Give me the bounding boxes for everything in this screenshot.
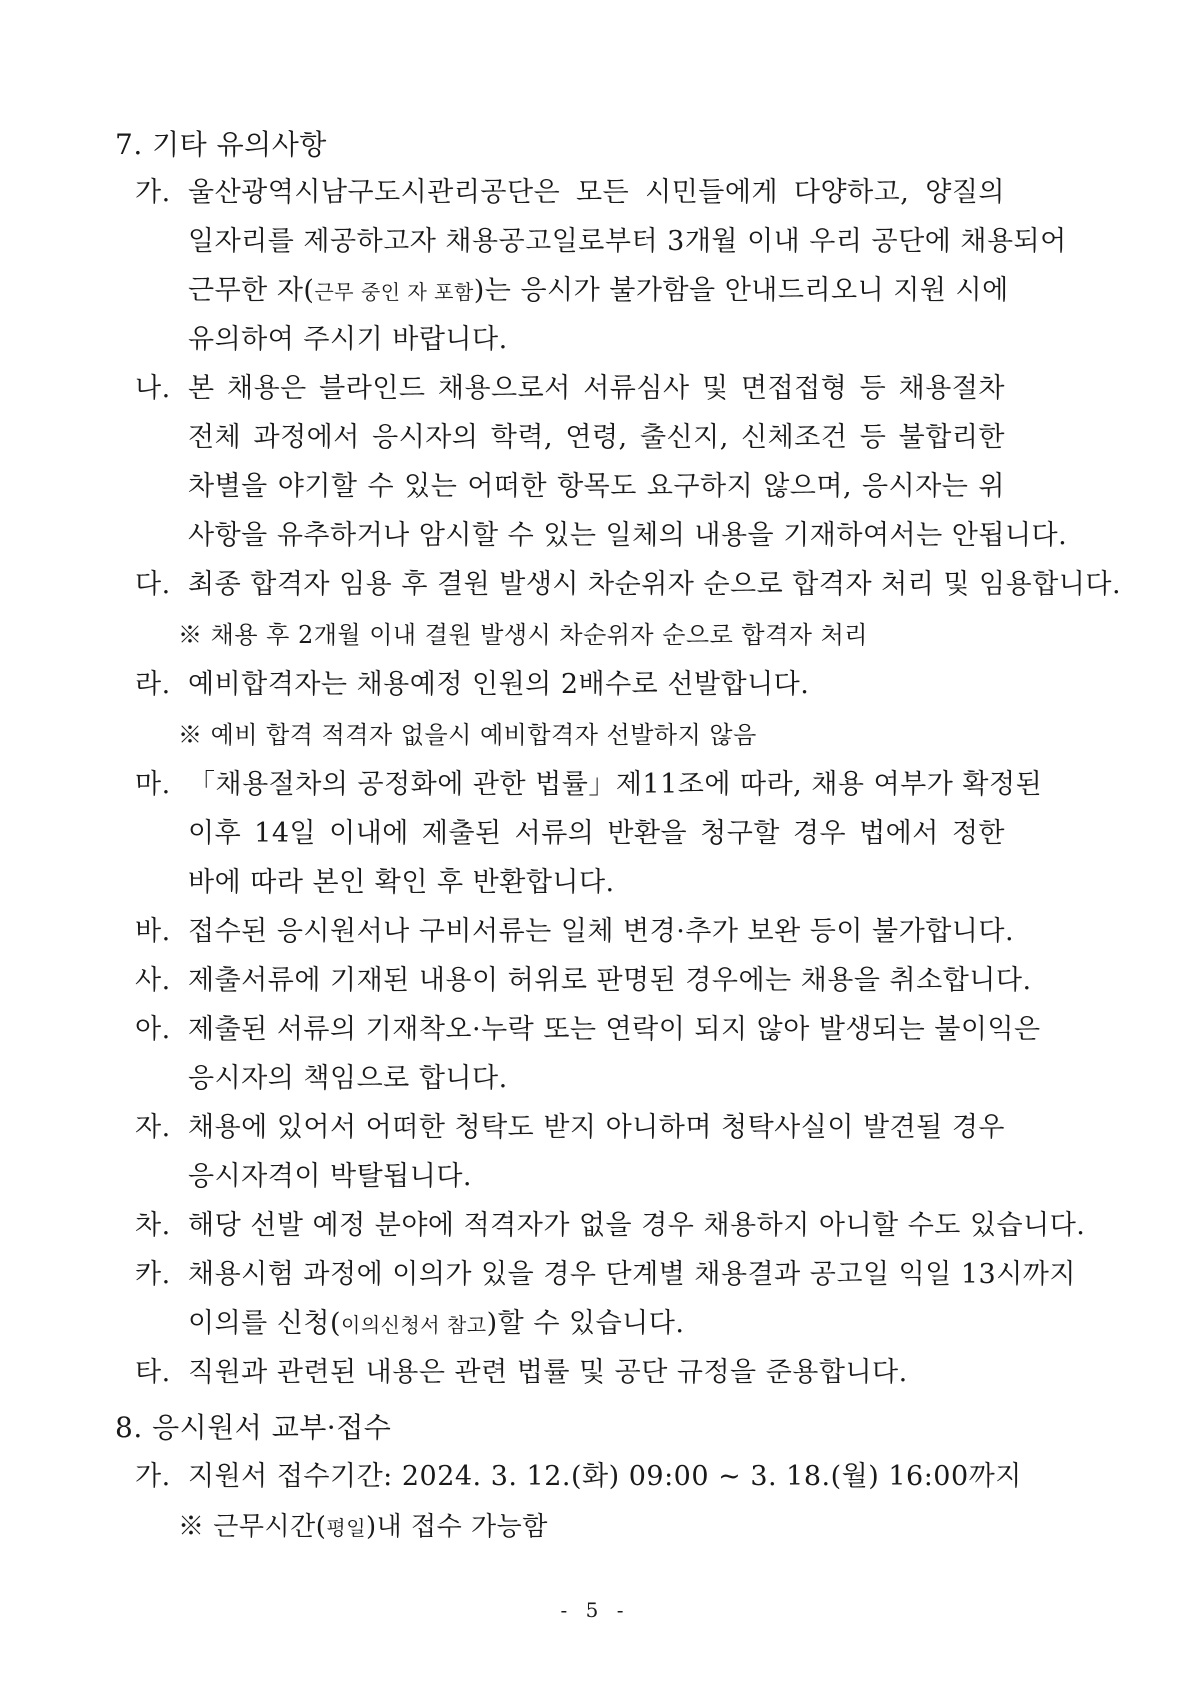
item-marker: 가. — [135, 177, 171, 208]
item-marker: 카. — [135, 1259, 171, 1290]
item-marker: 타. — [135, 1357, 171, 1388]
item-marker: 다. — [135, 569, 171, 600]
item-da-note: ※ 채용 후 2개월 이내 결원 발생시 차순위자 순으로 합격자 처리 — [178, 621, 868, 649]
item-marker: 자. — [135, 1112, 171, 1143]
item-na-line-1: 나. 본 채용은 블라인드 채용으로서 서류심사 및 면접접형 등 채용절차 — [135, 371, 1005, 407]
section-7-heading: 7. 기타 유의사항 — [115, 128, 327, 161]
page-number: - 5 - — [560, 1598, 630, 1622]
item-na-line-2: 전체 과정에서 응시자의 학력, 연령, 출신지, 신체조건 등 불합리한 — [188, 422, 1005, 453]
item-ga-line-4: 유의하여 주시기 바랍니다. — [188, 324, 508, 355]
item-ka-line-2: 이의를 신청(이의신청서 참고)할 수 있습니다. — [188, 1308, 685, 1339]
item-a-line-1: 아. 제출된 서류의 기재착오·누락 또는 연락이 되지 않아 발생되는 불이익은 — [135, 1012, 1005, 1048]
item-ja-line-1: 자. 채용에 있어서 어떠한 청탁도 받지 아니하며 청탁사실이 발견될 경우 — [135, 1110, 1005, 1146]
item-ba-line-1: 바. 접수된 응시원서나 구비서류는 일체 변경·추가 보완 등이 불가합니다. — [135, 914, 1005, 950]
item-ma-line-1: 마. 「채용절차의 공정화에 관한 법률」제11조에 따라, 채용 여부가 확정된 — [135, 767, 1005, 803]
item-ka-line-1: 카. 채용시험 과정에 이의가 있을 경우 단계별 채용결과 공고일 익일 13시까지 — [135, 1257, 1005, 1293]
item-s8-ga-note: ※ 근무시간(평일)내 접수 가능함 — [178, 1512, 548, 1542]
item-cha-line-1: 차. 해당 선발 예정 분야에 적격자가 없을 경우 채용하지 아니할 수도 있습니다. — [135, 1208, 1005, 1244]
item-na-line-4: 사항을 유추하거나 암시할 수 있는 일체의 내용을 기재하여서는 안됩니다. — [188, 520, 1068, 551]
item-ga-line-3: 근무한 자(근무 중인 자 포함)는 응시가 불가함을 안내드리오니 지원 시에 — [188, 275, 1009, 306]
item-ta-line-1: 타. 직원과 관련된 내용은 관련 법률 및 공단 규정을 준용합니다. — [135, 1355, 908, 1391]
item-na-line-3: 차별을 야기할 수 있는 어떠한 항목도 요구하지 않으며, 응시자는 위 — [188, 471, 1005, 502]
item-marker: 바. — [135, 916, 171, 947]
item-a-line-2: 응시자의 책임으로 합니다. — [188, 1063, 508, 1094]
item-ga-line-2: 일자리를 제공하고자 채용공고일로부터 3개월 이내 우리 공단에 채용되어 — [188, 226, 1067, 257]
item-marker: 아. — [135, 1014, 171, 1045]
item-s8-ga-line-1: 가. 지원서 접수기간: 2024. 3. 12.(화) 09:00 ~ 3. 18.(월) 16:00까지 — [135, 1459, 1022, 1495]
item-sa-line-1: 사. 제출서류에 기재된 내용이 허위로 판명된 경우에는 채용을 취소합니다. — [135, 963, 1005, 999]
item-ma-line-3: 바에 따라 본인 확인 후 반환합니다. — [188, 867, 615, 898]
item-da-line-1: 다. 최종 합격자 임용 후 결원 발생시 차순위자 순으로 합격자 처리 및 임용합니다. — [135, 567, 1005, 603]
item-marker: 마. — [135, 769, 171, 800]
item-marker: 사. — [135, 965, 171, 996]
item-ra-note: ※ 예비 합격 적격자 없을시 예비합격자 선발하지 않음 — [178, 721, 757, 749]
section-8-heading: 8. 응시원서 교부·접수 — [115, 1411, 392, 1444]
item-ra-line-1: 라. 예비합격자는 채용예정 인원의 2배수로 선발합니다. — [135, 667, 809, 703]
item-marker: 라. — [135, 669, 171, 700]
item-marker: 가. — [135, 1461, 171, 1492]
item-ma-line-2: 이후 14일 이내에 제출된 서류의 반환을 청구할 경우 법에서 정한 — [188, 818, 1005, 849]
item-ja-line-2: 응시자격이 박탈됩니다. — [188, 1161, 472, 1192]
item-marker: 나. — [135, 373, 171, 404]
item-marker: 차. — [135, 1210, 171, 1241]
item-ga-line-1: 가. 울산광역시남구도시관리공단은 모든 시민들에게 다양하고, 양질의 — [135, 175, 1005, 211]
